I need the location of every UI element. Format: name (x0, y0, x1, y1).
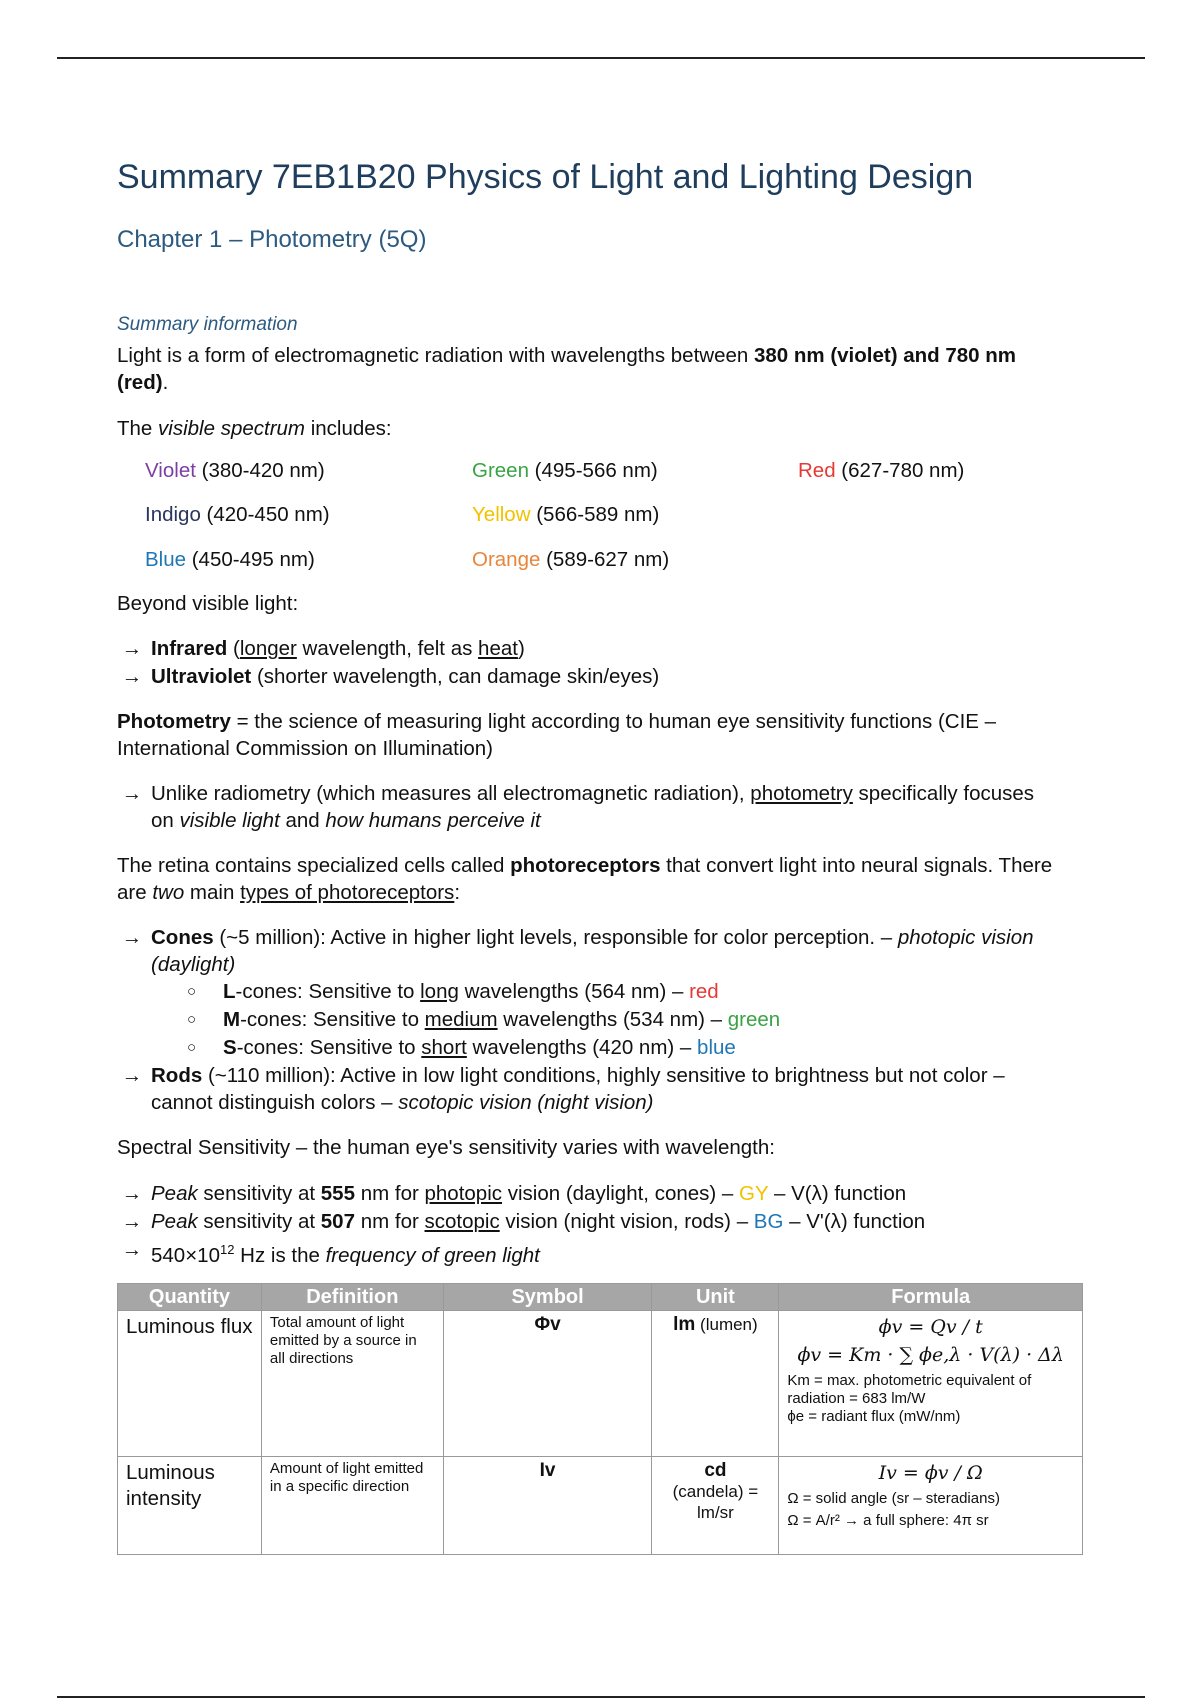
cell-unit: cd (candela) = lm/sr (652, 1457, 779, 1555)
formula-flux-sum: ϕv = Km · ∑ ϕe,λ · V(λ) · Δλ (797, 1344, 1064, 1366)
spectrum-red: Red (627-780 nm) (798, 459, 965, 482)
cell-symbol: Φv (443, 1311, 652, 1457)
formula-note: Km = max. photometric equivalent of radiation = 683 lm/W (787, 1372, 1032, 1407)
arrow-icon: → (121, 665, 143, 688)
spectrum-yellow: Yellow (566-589 nm) (472, 503, 660, 526)
formula-intensity: Iv = ϕv / Ω (878, 1462, 983, 1484)
list-item-peak-scotopic: → Peak sensitivity at 507 nm for scotopic vision (night vision, rods) – BG – V'(λ) function (151, 1208, 925, 1236)
circle-bullet-icon: ○ (187, 1011, 197, 1028)
arrow-icon: → (121, 1064, 143, 1087)
cell-formula (779, 1457, 1083, 1555)
intro-paragraph: Light is a form of electromagnetic radiation with wavelengths between 380 nm (violet) and 780 nm (red). (117, 344, 1017, 394)
arrow-icon: → (121, 782, 143, 805)
arrow-icon: → (121, 926, 143, 949)
spectrum-orange: Orange (589-627 nm) (472, 548, 670, 571)
list-item-scones: ○ S-cones: Sensitive to short wavelengths (420 nm) – blue (223, 1034, 736, 1062)
retina-paragraph: The retina contains specialized cells called photoreceptors that convert light into neural signals. There are two main types of photoreceptors: (117, 854, 1053, 904)
arrow-icon: → (121, 1182, 143, 1205)
spectrum-green: Green (495-566 nm) (472, 459, 658, 482)
photometry-table (117, 1283, 1083, 1555)
spectral-sensitivity: Spectral Sensitivity – the human eye's sensitivity varies with wavelength: (117, 1136, 775, 1159)
table-row (118, 1311, 1083, 1457)
cell-definition: Amount of light emitted in a specific direction (261, 1457, 443, 1555)
table-header-row (118, 1284, 1083, 1311)
cell-unit: lm (lumen) (652, 1311, 779, 1457)
table-row (118, 1457, 1083, 1555)
header-quantity: Quantity (118, 1284, 262, 1311)
formula-note: Ω = A/r² → a full sphere: 4π sr (787, 1512, 989, 1529)
chapter-heading: Chapter 1 – Photometry (5Q) (117, 226, 427, 253)
cell-formula (779, 1311, 1083, 1457)
formula-note: Ω = solid angle (sr – steradians) (787, 1490, 1000, 1507)
list-item-ultraviolet: → Ultraviolet (shorter wavelength, can damage skin/eyes) (151, 663, 659, 691)
arrow-icon: → (121, 1210, 143, 1233)
list-item-green-frequency: → $540\times 10^{12}$ Hz is the frequency of green light (151, 1236, 540, 1270)
photometry-definition: Photometry = the science of measuring light according to human eye sensitivity functions (CIE – International Commission on Illumination) (117, 710, 997, 760)
list-item-cones: → Cones (~5 million): Active in higher light levels, responsible for color perception. – photopic vision (daylight) (151, 924, 1071, 978)
formula-flux-basic: ϕv = Qv / t (878, 1316, 983, 1338)
arrow-icon: → (121, 1238, 143, 1261)
circle-bullet-icon: ○ (187, 983, 197, 1000)
bottom-rule (57, 1696, 1145, 1698)
cell-quantity: Luminous flux (118, 1311, 262, 1457)
top-rule (57, 57, 1145, 59)
spectrum-violet: Violet (380-420 nm) (145, 459, 325, 482)
list-item-infrared: → Infrared (longer wavelength, felt as heat) (151, 635, 525, 663)
cell-symbol: Iv (443, 1457, 652, 1555)
beyond-visible: Beyond visible light: (117, 592, 299, 615)
header-definition: Definition (261, 1284, 443, 1311)
list-item-lcones: ○ L-cones: Sensitive to long wavelengths (564 nm) – red (223, 978, 719, 1006)
visible-spectrum-intro: The visible spectrum includes: (117, 417, 392, 440)
list-item-rods: → Rods (~110 million): Active in low light conditions, highly sensitive to brightness but not color – cannot distinguish colors – scotopic vision (night vision) (151, 1062, 1051, 1116)
spectrum-blue: Blue (450-495 nm) (145, 548, 315, 571)
list-item-peak-photopic: → Peak sensitivity at 555 nm for photopic vision (daylight, cones) – GY – V(λ) function (151, 1180, 906, 1208)
header-unit: Unit (652, 1284, 779, 1311)
list-item-mcones: ○ M-cones: Sensitive to medium wavelengths (534 nm) – green (223, 1006, 780, 1034)
summary-label: Summary information (117, 314, 298, 335)
formula-note: ϕe = radiant flux (mW/nm) (787, 1408, 961, 1425)
spectrum-indigo: Indigo (420-450 nm) (145, 503, 330, 526)
page-title: Summary 7EB1B20 Physics of Light and Lighting Design (117, 158, 974, 196)
list-item-unlike-radiometry: → Unlike radiometry (which measures all electromagnetic radiation), photometry specifically focuses on visible light and how humans perceive it (151, 780, 1051, 834)
cell-definition: Total amount of light emitted by a source in all directions (261, 1311, 443, 1457)
header-formula: Formula (779, 1284, 1083, 1311)
cell-quantity: Luminous intensity (118, 1457, 262, 1555)
arrow-icon: → (121, 637, 143, 660)
circle-bullet-icon: ○ (187, 1039, 197, 1056)
header-symbol: Symbol (443, 1284, 652, 1311)
